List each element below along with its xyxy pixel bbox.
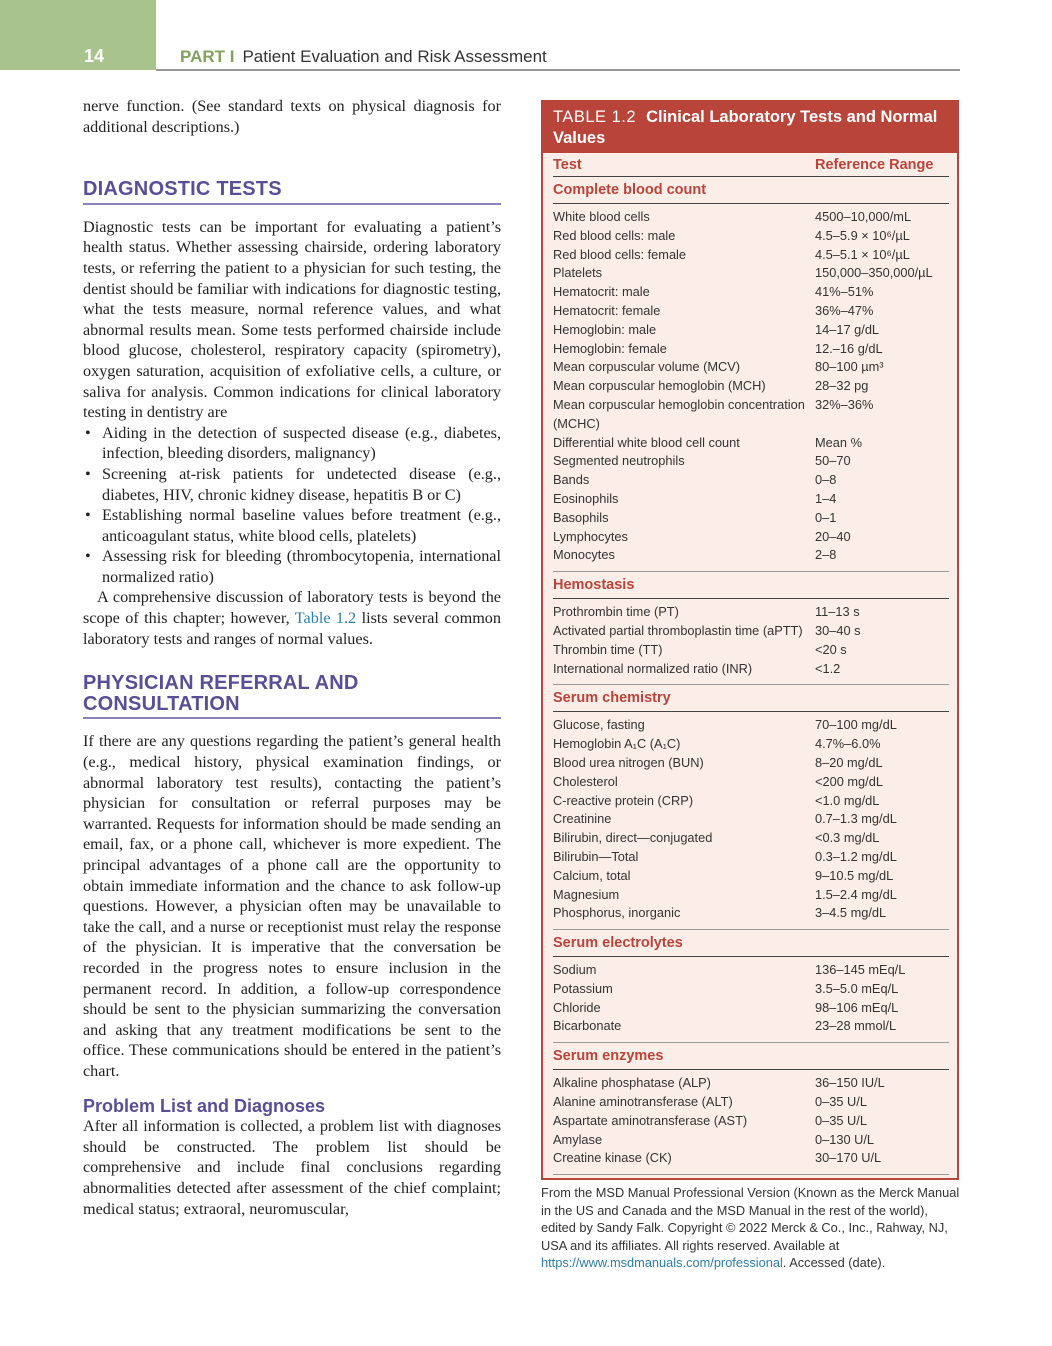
- reference-range: 12.–16 g/dL: [815, 340, 883, 356]
- table-row: [553, 509, 949, 528]
- caption-text: From the MSD Manual Professional Version (Known as the Merck Manual in the US and Canada and the MSD Manual in the rest of the world), edited by Sandy Falk. Copyright © 2022 Merck & Co., Inc., Rahway, NJ, USA and its affiliates. All rights reserved. Available at: [541, 1185, 960, 1253]
- test-name: Magnesium: [553, 886, 620, 902]
- table-row: [553, 452, 949, 471]
- test-name: Eosinophils: [553, 490, 619, 506]
- test-name: Bicarbonate: [553, 1018, 622, 1034]
- reference-range: 28–32 pg: [815, 378, 869, 394]
- left-column: [83, 96, 501, 1219]
- table-group: [553, 572, 949, 685]
- group-rows: [553, 957, 949, 1043]
- test-name: Glucose, fasting: [553, 717, 645, 733]
- test-name: White blood cells: [553, 209, 650, 224]
- test-name: Bilirubin—Total: [553, 848, 639, 864]
- reference-range: 36%–47%: [815, 302, 874, 318]
- test-name: Bands: [553, 472, 590, 488]
- list-item: • Aiding in the detection of suspected disease (e.g., diabetes, infection, bleeding disorders, malignancy): [83, 423, 501, 464]
- problem-list-heading: Problem List and Diagnoses: [83, 1095, 326, 1116]
- test-name: Creatinine: [553, 811, 612, 827]
- paragraph-text: A comprehensive discussion of laboratory tests is beyond the scope of this chapter; however,: [83, 588, 501, 628]
- reference-range: 150,000–350,000/µL: [815, 265, 933, 281]
- reference-range: 98–106 mEq/L: [815, 999, 899, 1015]
- reference-range: 3–4.5 mg/dL: [815, 905, 887, 921]
- test-name: Segmented neutrophils: [553, 453, 685, 469]
- test-name: Hemoglobin A₁C (A₁C): [553, 736, 681, 752]
- group-title: Serum chemistry: [553, 685, 949, 712]
- column-header-test: Test: [553, 157, 582, 173]
- test-name: Red blood cells: male: [553, 227, 676, 243]
- table-row: [553, 1017, 949, 1036]
- table-row: [553, 528, 949, 547]
- test-name: Bilirubin, direct—conjugated: [553, 830, 713, 846]
- table-title: [543, 102, 957, 153]
- table-row: [553, 1093, 949, 1112]
- reference-range: 14–17 g/dL: [815, 321, 880, 337]
- test-name: Mean corpuscular hemoglobin concentration (MCHC): [553, 396, 805, 431]
- group-title: Hemostasis: [553, 572, 949, 599]
- table-row: [553, 792, 949, 811]
- reference-range: 0–35 U/L: [815, 1094, 867, 1110]
- table-row: [553, 1112, 949, 1131]
- reference-range: 0–130 U/L: [815, 1131, 875, 1147]
- table-row: [553, 886, 949, 905]
- reference-range: 4.5–5.9 × 10⁶/µL: [815, 227, 910, 243]
- table-row: [553, 208, 949, 227]
- table-link[interactable]: Table 1.2: [294, 609, 357, 628]
- table-row: [553, 302, 949, 321]
- table-row: [553, 227, 949, 246]
- test-name: Cholesterol: [553, 773, 618, 789]
- table-row: [553, 1131, 949, 1150]
- test-name: International normalized ratio (INR): [553, 660, 753, 676]
- table-row: [553, 980, 949, 999]
- group-rows: [553, 204, 949, 572]
- list-item: • Screening at-risk patients for undetected disease (e.g., diabetes, HIV, chronic kidney disease, hepatitis B or C): [83, 464, 501, 505]
- table-row: [553, 377, 949, 396]
- table-row: [553, 434, 949, 453]
- reference-range: <1.2: [815, 660, 841, 676]
- test-name: Creatine kinase (CK): [553, 1150, 672, 1166]
- reference-range: 41%–51%: [815, 284, 874, 300]
- page-number: 14: [84, 46, 105, 66]
- group-title: Complete blood count: [553, 177, 949, 204]
- group-title: Serum electrolytes: [553, 930, 949, 957]
- table-reference-paragraph: [83, 587, 501, 649]
- reference-range: 80–100 µm³: [815, 359, 884, 375]
- group-rows: [553, 599, 949, 685]
- physician-referral-paragraph: If there are any questions regarding the patient’s general health (e.g., medical history, physical examination findings, or abnormal laboratory test results), contacting the patient’s physician for consultation or referral purposes may be warranted. Requests for information should be made sending an email, fax, or a phone call, whichever is more expedient. The principal advantages of a phone call are the opportunity to obtain immediate information and the chance to ask follow-up questions. However, a physician often may be unavailable to take the call, and a nurse or receptionist must relay the response of the physician. It is imperative that the conversation be recorded in the progress notes to ensure inclusion in the permanent record. In addition, a follow-up correspondence should be sent to the physician summarizing the conversation and asking that any treatment modifications be sent to the office. These communications should be entered in the patient’s chart.: [83, 732, 501, 1080]
- table-row: [553, 660, 949, 679]
- test-name: Prothrombin time (PT): [553, 604, 679, 620]
- reference-range: 0–1: [815, 509, 837, 525]
- diagnostic-tests-paragraph: Diagnostic tests can be important for evaluating a patient’s health status. Whether assessing chairside, ordering laboratory tests, or referring the patient to a physician for such testing, the dentist should be familiar with indications for diagnostic testing, what the tests measure, normal reference values, and what abnormal results mean. Some tests performed chairside include blood glucose, cholesterol, respiratory capacity (spirometry), oxygen saturation, acquisition of exfoliative cells, a culture, or saliva for analysis. Common indications for clinical laboratory testing in dentistry are: [83, 217, 501, 422]
- indications-list: [83, 423, 501, 588]
- reference-range: <0.3 mg/dL: [815, 830, 880, 846]
- part-title: Patient Evaluation and Risk Assessment: [242, 47, 547, 66]
- reference-range: 70–100 mg/dL: [815, 717, 897, 733]
- problem-list-paragraph: After all information is collected, a problem list with diagnoses should be constructed. The problem list should be comprehensive and include final conclusions regarding abnormalities detected after assessment of the chief complaint; medical status; extraoral, neuromuscular,: [83, 1117, 501, 1218]
- test-name: C-reactive protein (CRP): [553, 792, 694, 808]
- reference-range: 30–170 U/L: [815, 1150, 882, 1166]
- reference-range: 0–35 U/L: [815, 1112, 867, 1128]
- reference-range: 32%–36%: [815, 396, 874, 412]
- table-group: [553, 930, 949, 1043]
- lab-values-table: [541, 100, 959, 1180]
- table-group: [553, 685, 949, 930]
- test-name: Lymphocytes: [553, 528, 628, 544]
- reference-range: <200 mg/dL: [815, 773, 883, 789]
- test-name: Hemoglobin: female: [553, 340, 667, 356]
- group-rows: [553, 712, 949, 930]
- group-rows: [553, 1070, 949, 1175]
- table-row: [553, 358, 949, 377]
- test-name: Mean corpuscular hemoglobin (MCH): [553, 378, 766, 394]
- reference-range: 23–28 mmol/L: [815, 1018, 897, 1034]
- test-name: Amylase: [553, 1131, 603, 1147]
- reference-range: 36–150 IU/L: [815, 1075, 885, 1091]
- reference-range: 20–40: [815, 528, 851, 544]
- test-name: Red blood cells: female: [553, 246, 687, 262]
- table-row: [553, 773, 949, 792]
- table-row: [553, 904, 949, 923]
- reference-range: 50–70: [815, 453, 851, 469]
- table-row: [553, 622, 949, 641]
- reference-range: 0.7–1.3 mg/dL: [815, 811, 897, 827]
- reference-range: 2–8: [815, 547, 837, 563]
- test-name: Thrombin time (TT): [553, 641, 663, 657]
- table-row: [553, 999, 949, 1018]
- reference-range: <20 s: [815, 641, 847, 657]
- list-item: • Assessing risk for bleeding (thrombocytopenia, international normalized ratio): [83, 546, 501, 587]
- diagnostic-tests-heading: DIAGNOSTIC TESTS: [83, 179, 501, 205]
- table-row: [553, 829, 949, 848]
- reference-range: 30–40 s: [815, 622, 861, 638]
- table-number: TABLE 1.2: [553, 108, 637, 126]
- table-row: [553, 810, 949, 829]
- reference-range: 1.5–2.4 mg/dL: [815, 886, 897, 902]
- running-header: [180, 47, 547, 67]
- test-name: Platelets: [553, 265, 603, 281]
- test-name: Blood urea nitrogen (BUN): [553, 754, 704, 770]
- table-row: [553, 754, 949, 773]
- test-name: Differential white blood cell count: [553, 434, 740, 450]
- test-name: Calcium, total: [553, 867, 631, 883]
- test-name: Hematocrit: male: [553, 284, 650, 300]
- table-row: [553, 735, 949, 754]
- reference-range: 4500–10,000/mL: [815, 209, 912, 224]
- reference-range: 0.3–1.2 mg/dL: [815, 848, 897, 864]
- reference-range: Mean %: [815, 434, 862, 450]
- reference-range: 0–8: [815, 472, 837, 488]
- reference-range: <1.0 mg/dL: [815, 792, 880, 808]
- reference-range: 11–13 s: [815, 604, 860, 620]
- reference-range: 9–10.5 mg/dL: [815, 867, 894, 883]
- reference-range: 8–20 mg/dL: [815, 754, 883, 770]
- page-number-block: [0, 0, 156, 70]
- physician-referral-heading: PHYSICIAN REFERRAL AND CONSULTATION: [83, 673, 501, 719]
- reference-range: 4.5–5.1 × 10⁶/µL: [815, 246, 910, 262]
- table-row: [553, 641, 949, 660]
- source-link[interactable]: https://www.msdmanuals.com/professional: [541, 1255, 783, 1271]
- table-row: [553, 1149, 949, 1168]
- caption-end: . Accessed (date).: [782, 1255, 886, 1271]
- group-title: Serum enzymes: [553, 1043, 949, 1070]
- reference-range: 4.7%–6.0%: [815, 736, 881, 752]
- test-name: Activated partial thromboplastin time (aPTT): [553, 622, 803, 638]
- table-header-row: [553, 154, 949, 177]
- table-row: [553, 603, 949, 622]
- test-name: Mean corpuscular volume (MCV): [553, 359, 741, 375]
- test-name: Monocytes: [553, 547, 615, 563]
- table-row: [553, 264, 949, 283]
- table-row: [553, 716, 949, 735]
- table-row: [553, 961, 949, 980]
- intro-paragraph: nerve function. (See standard texts on physical diagnosis for additional descriptions.): [83, 97, 501, 136]
- table-source-caption: [541, 1184, 961, 1272]
- reference-range: 3.5–5.0 mEq/L: [815, 980, 899, 996]
- table-title-text: Clinical Laboratory Tests and Normal Values: [553, 108, 938, 147]
- table-row: [553, 246, 949, 265]
- table-row: [553, 546, 949, 565]
- table-group: [553, 1043, 949, 1175]
- table-row: [553, 321, 949, 340]
- table-row: [553, 396, 949, 434]
- table-row: [553, 848, 949, 867]
- table-row: [553, 1074, 949, 1093]
- test-name: Sodium: [553, 962, 597, 978]
- paragraph-text: lists several common laboratory tests and ranges of normal values.: [83, 609, 501, 648]
- table-row: [553, 490, 949, 509]
- reference-range: 1–4: [815, 490, 837, 506]
- test-name: Phosphorus, inorganic: [553, 905, 681, 921]
- part-label: PART I: [180, 47, 235, 66]
- table-group: [553, 177, 949, 572]
- table-row: [553, 471, 949, 490]
- test-name: Potassium: [553, 980, 613, 996]
- test-name: Hematocrit: female: [553, 302, 661, 318]
- reference-range: 136–145 mEq/L: [815, 962, 906, 978]
- test-name: Chloride: [553, 999, 601, 1015]
- test-name: Alkaline phosphatase (ALP): [553, 1075, 711, 1091]
- table-body: [553, 154, 949, 1175]
- test-name: Alanine aminotransferase (ALT): [553, 1094, 733, 1110]
- table-row: [553, 867, 949, 886]
- table-row: [553, 340, 949, 359]
- header-rule: [156, 69, 960, 71]
- table-row: [553, 283, 949, 302]
- test-name: Aspartate aminotransferase (AST): [553, 1112, 748, 1128]
- column-header-range: Reference Range: [815, 157, 934, 173]
- list-item: • Establishing normal baseline values before treatment (e.g., anticoagulant status, white blood cells, platelets): [83, 505, 501, 546]
- test-name: Hemoglobin: male: [553, 321, 657, 337]
- test-name: Basophils: [553, 509, 609, 525]
